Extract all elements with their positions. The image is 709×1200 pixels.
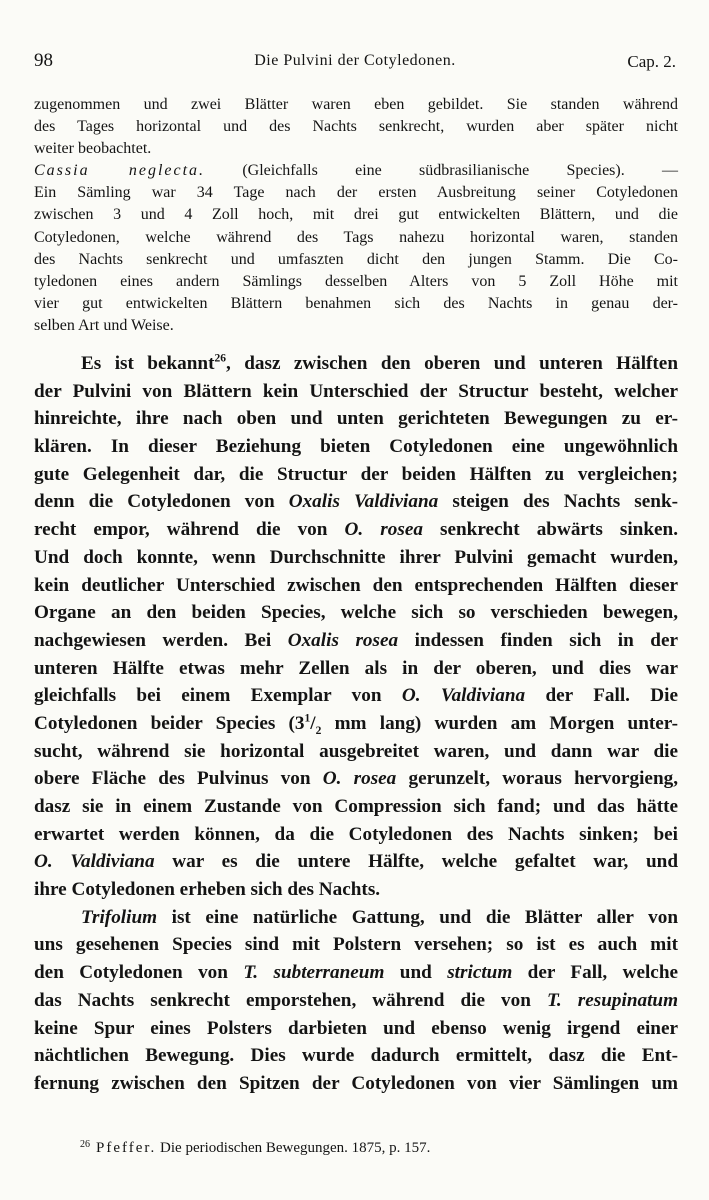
text-line: keine Spur eines Polsters darbieten und ebenso wenig irgend einer: [34, 1017, 678, 1039]
text-line: sucht, während sie horizontal ausgebreitet waren, und dann war die: [34, 740, 678, 762]
text-line: Organe an den beiden Species, welche sich so verschieden bewegen,: [34, 602, 678, 624]
text-line: nachgewiesen werden. Bei Oxalis rosea indessen finden sich in der: [34, 629, 679, 651]
text-line: Und doch konnte, wenn Durchschnitte ihrer Pulvini gemacht wurden,: [34, 546, 678, 568]
text-line: Cotyledonen, welche während des Tags nahezu horizontal waren, standen: [34, 228, 678, 246]
text-line: gute Gelegenheit dar, die Structur der beiden Hälften zu vergleichen;: [34, 463, 678, 485]
running-title: Die Pulvini der Cotyledonen.: [254, 52, 456, 69]
text-line: ihre Cotyledonen erheben sich des Nachts.: [34, 879, 381, 901]
text-line: nächtlichen Bewegung. Dies wurde dadurch ermittelt, dasz die Ent-: [34, 1045, 678, 1067]
text-line: zugenommen und zwei Blätter waren eben gebildet. Sie standen während: [34, 96, 678, 113]
text-line: Cotyledonen beider Species ($3^1/_2$ mm lang) wurden am Morgen unter-: [34, 712, 678, 737]
footnote-marker: 26: [214, 352, 226, 365]
text-line: Ein Sämling war 34 Tage nach der ersten Ausbreitung seiner Cotyledonen: [34, 184, 678, 202]
text-line: denn die Cotyledonen von Oxalis Valdiviana steigen des Nachts senk-: [34, 491, 679, 513]
footnote-author: Pfeffer.: [96, 1140, 157, 1156]
text-line: recht empor, während die von O. rosea senkrecht abwärts sinken.: [34, 519, 679, 541]
text-line: O. Valdiviana war es die untere Hälfte, welche gefaltet war, und: [34, 851, 678, 873]
page-header: [34, 50, 676, 74]
text-line: den Cotyledonen von T. subterraneum und strictum der Fall, welche: [34, 962, 679, 984]
text-line: fernung zwischen den Spitzen der Cotyledonen von vier Sämlingen um: [34, 1072, 678, 1094]
text-line: klären. In dieser Beziehung bieten Cotyledonen eine ungewöhnlich: [34, 436, 678, 458]
text-line: obere Fläche des Pulvinus von O. rosea gerunzelt, woraus hervorgieng,: [34, 768, 679, 790]
text-line: gleichfalls bei einem Exemplar von O. Valdiviana der Fall. Die: [34, 685, 679, 707]
text-line: selben Art und Weise.: [34, 316, 174, 334]
text-line: Trifolium ist eine natürliche Gattung, und die Blätter aller von: [81, 906, 679, 928]
text-line: unteren Hälfte etwas mehr Zellen als in der oberen, und dies war: [34, 657, 678, 679]
text-line: erwartet werden können, da die Cotyledonen des Nachts sinken; bei: [34, 823, 678, 845]
text-line: zwischen 3 und 4 Zoll hoch, mit drei gut entwickelten Blättern, und die: [34, 206, 678, 224]
text-line: uns gesehenen Species sind mit Polstern versehen; so ist es auch mit: [34, 934, 678, 956]
text-line: Cassia neglecta. (Gleichfalls eine südbrasilianische Species). —: [34, 162, 679, 180]
text-line: weiter beobachtet.: [34, 140, 152, 158]
chapter-label: Cap. 2.: [627, 52, 676, 71]
text-line: Es ist bekannt$^{26}$, dasz zwischen den oberen und unteren Hälften: [81, 352, 678, 374]
text-line: hinreichte, ihre nach oben und unten gerichteten Bewegungen zu er-: [34, 408, 678, 430]
small-print-section: [34, 94, 678, 337]
footnote-text: Die periodischen Bewegungen. 1875, p. 157.: [160, 1140, 431, 1156]
text-line: des Tages horizontal und des Nachts senkrecht, wurden aber später nicht: [34, 118, 678, 136]
text-line: der Pulvini von Blättern kein Unterschied der Structur besteht, welcher: [34, 380, 678, 402]
text-line: kein deutlicher Unterschied zwischen den entsprechenden Hälften dieser: [34, 574, 678, 596]
species-heading: Cassia neglecta.: [34, 162, 206, 180]
text-line: tyledonen eines andern Sämlings desselben Alters von 5 Zoll Höhe mit: [34, 272, 678, 290]
page-number: 98: [34, 50, 53, 71]
footnote: [80, 1139, 430, 1157]
text-line: vier gut entwickelten Blättern benahmen sich des Nachts in genau der-: [34, 294, 678, 312]
text-line: dasz sie in einem Zustande von Compression sich fand; und das hätte: [34, 796, 678, 817]
footnote-number: 26: [80, 1139, 90, 1150]
text-line: des Nachts senkrecht und umfaszten dicht den jungen Stamm. Die Co-: [34, 250, 678, 268]
text-line: das Nachts senkrecht emporstehen, während die von T. resupinatum: [34, 989, 679, 1011]
main-text-section: [34, 350, 678, 1098]
